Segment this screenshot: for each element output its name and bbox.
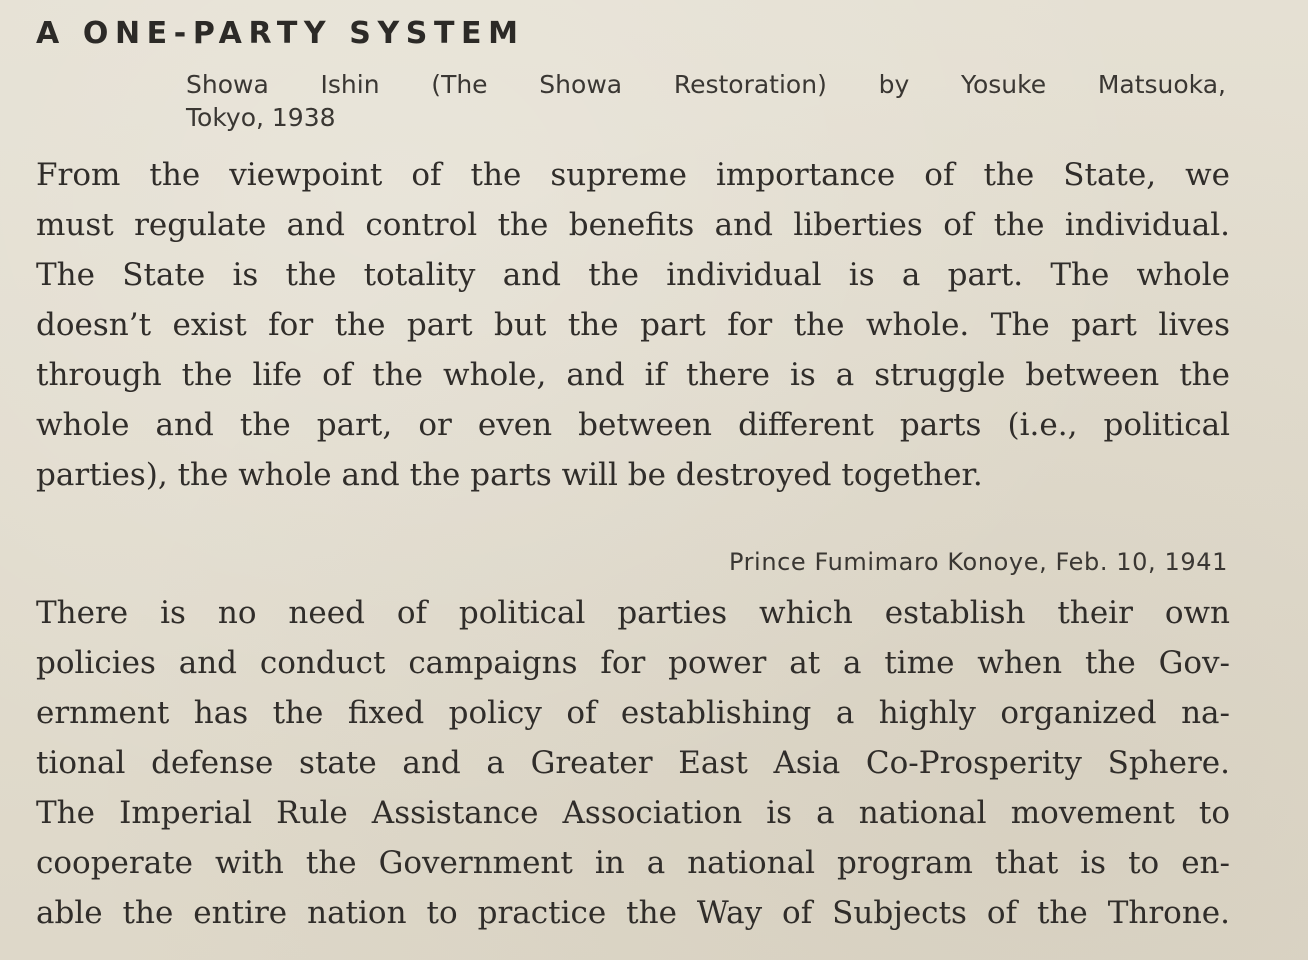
text-line: whole and the part, or even between different parts (i.e., political (36, 407, 1230, 443)
quote-paragraph-konoye (36, 588, 1230, 938)
text-line: parties), the whole and the parts will be destroyed together. (36, 457, 983, 493)
text-line: ernment has the fixed policy of establishing a highly organized na- (36, 695, 1230, 731)
text-line: through the life of the whole, and if there is a struggle between the (36, 357, 1230, 393)
quote-attribution: Prince Fumimaro Konoye, Feb. 10, 1941 (728, 548, 1228, 576)
text-line: doesn’t exist for the part but the part for the whole. The part lives (36, 307, 1230, 343)
text-line: tional defense state and a Greater East Asia Co-Prosperity Sphere. (36, 745, 1230, 781)
text-line: The State is the totality and the individual is a part. The whole (36, 257, 1230, 293)
text-line: must regulate and control the benefits and liberties of the individual. (36, 207, 1230, 243)
quote-source-line: Tokyo, 1938 (186, 103, 336, 132)
text-line: cooperate with the Government in a national program that is to en- (36, 845, 1230, 881)
text-line: The Imperial Rule Assistance Association is a national movement to (36, 795, 1230, 831)
quote-source-line: Showa Ishin (The Showa Restoration) by Yosuke Matsuoka, (186, 70, 1226, 99)
quote-paragraph-matsuoka (36, 150, 1230, 500)
text-line: From the viewpoint of the supreme importance of the State, we (36, 157, 1230, 193)
section-heading: A ONE-PARTY SYSTEM (36, 16, 525, 51)
text-line: able the entire nation to practice the Way of Subjects of the Throne. (36, 895, 1230, 931)
text-line: There is no need of political parties which establish their own (36, 595, 1230, 631)
text-line: policies and conduct campaigns for power at a time when the Gov- (36, 645, 1230, 681)
